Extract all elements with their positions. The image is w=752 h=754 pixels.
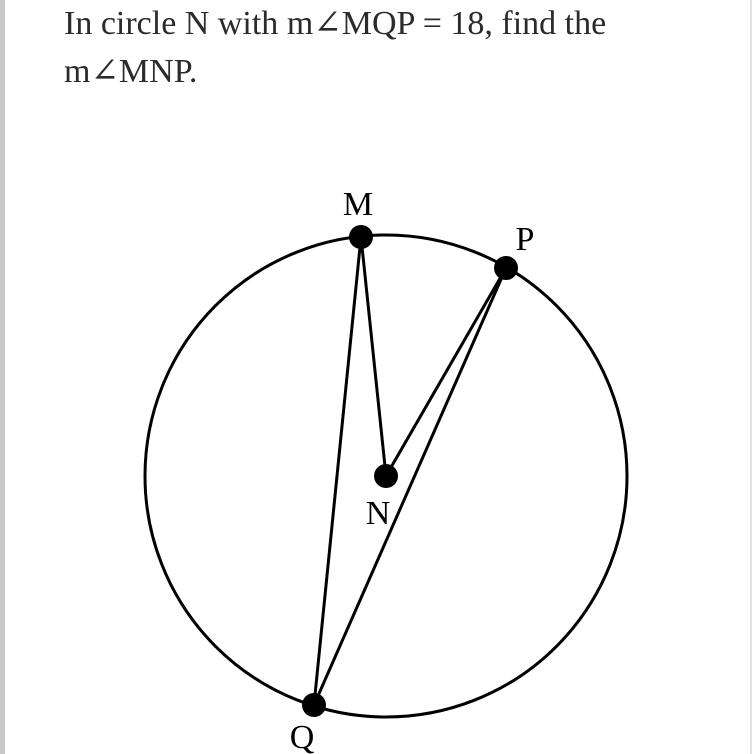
point-q: [302, 693, 326, 717]
point-p: [494, 256, 518, 280]
segment-qp: [314, 268, 506, 705]
label-m: M: [342, 186, 374, 223]
question-suffix: , find the: [484, 5, 607, 42]
label-q: Q: [289, 719, 315, 754]
equals-sign: =: [414, 5, 451, 42]
given-angle-name: m∠MQP: [286, 5, 415, 42]
segment-np: [386, 268, 506, 476]
point-m: [349, 225, 373, 249]
segment-mn: [361, 237, 386, 476]
label-p: P: [515, 221, 535, 258]
segment-mq: [314, 237, 361, 705]
given-angle-value: 18: [450, 5, 485, 42]
target-angle-name: m∠MNP: [64, 53, 189, 90]
question-period: .: [188, 53, 198, 90]
point-n: [374, 464, 398, 488]
label-n: N: [365, 495, 391, 532]
question-prefix: In circle N with: [64, 5, 287, 42]
